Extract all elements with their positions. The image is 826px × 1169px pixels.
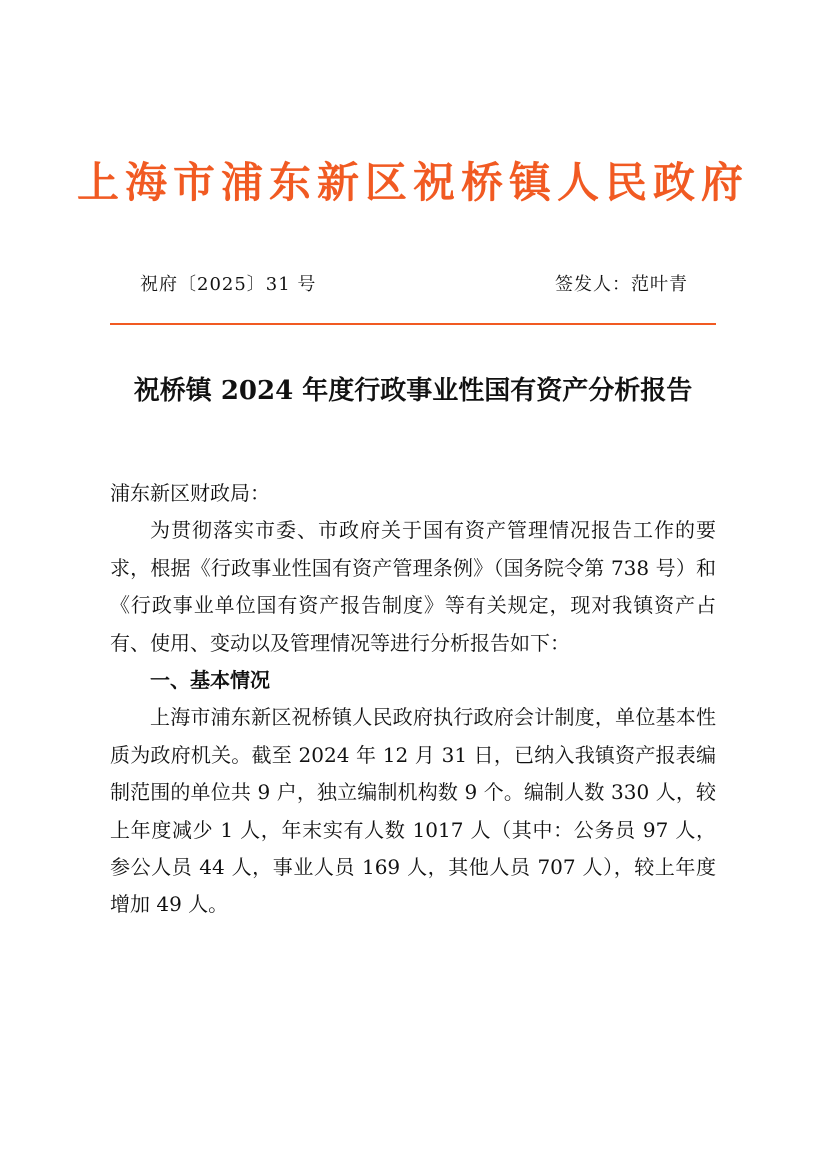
document-body xyxy=(110,475,716,924)
document-title: 祝桥镇 2024 年度行政事业性国有资产分析报告 xyxy=(133,376,693,406)
issuing-organization-title: 上海市浦东新区祝桥镇人民政府 xyxy=(76,158,749,207)
salutation: 浦东新区财政局： xyxy=(110,481,270,505)
basic-info-paragraph: 上海市浦东新区祝桥镇人民政府执行政府会计制度，单位基本性质为政府机关。截至 2024 年 12 月 31 日，已纳入我镇资产报表编制范围的单位共 9 户，独立编制机构数 9 个。编制人数 330 人，较上年度减少 1 人，年末实有人数 1017 人（其中：公务员 97 人，参公人员 44 人，事业人员 169 人，其他人员 707 人），较上年度增加 49 人。 xyxy=(110,705,716,917)
intro-paragraph: 为贯彻落实市委、市政府关于国有资产管理情况报告工作的要求，根据《行政事业性国有资产管理条例》（国务院令第 738 号）和《行政事业单位国有资产报告制度》等有关规定，现对我镇资产占有、使用、变动以及管理情况等进行分析报告如下： xyxy=(110,518,716,655)
signer: 签发人：范叶青 xyxy=(555,274,688,295)
header-divider xyxy=(110,323,716,325)
document-number: 祝府〔2025〕31 号 xyxy=(140,274,317,295)
section-heading-basic-info: 一、基本情况 xyxy=(150,668,270,693)
